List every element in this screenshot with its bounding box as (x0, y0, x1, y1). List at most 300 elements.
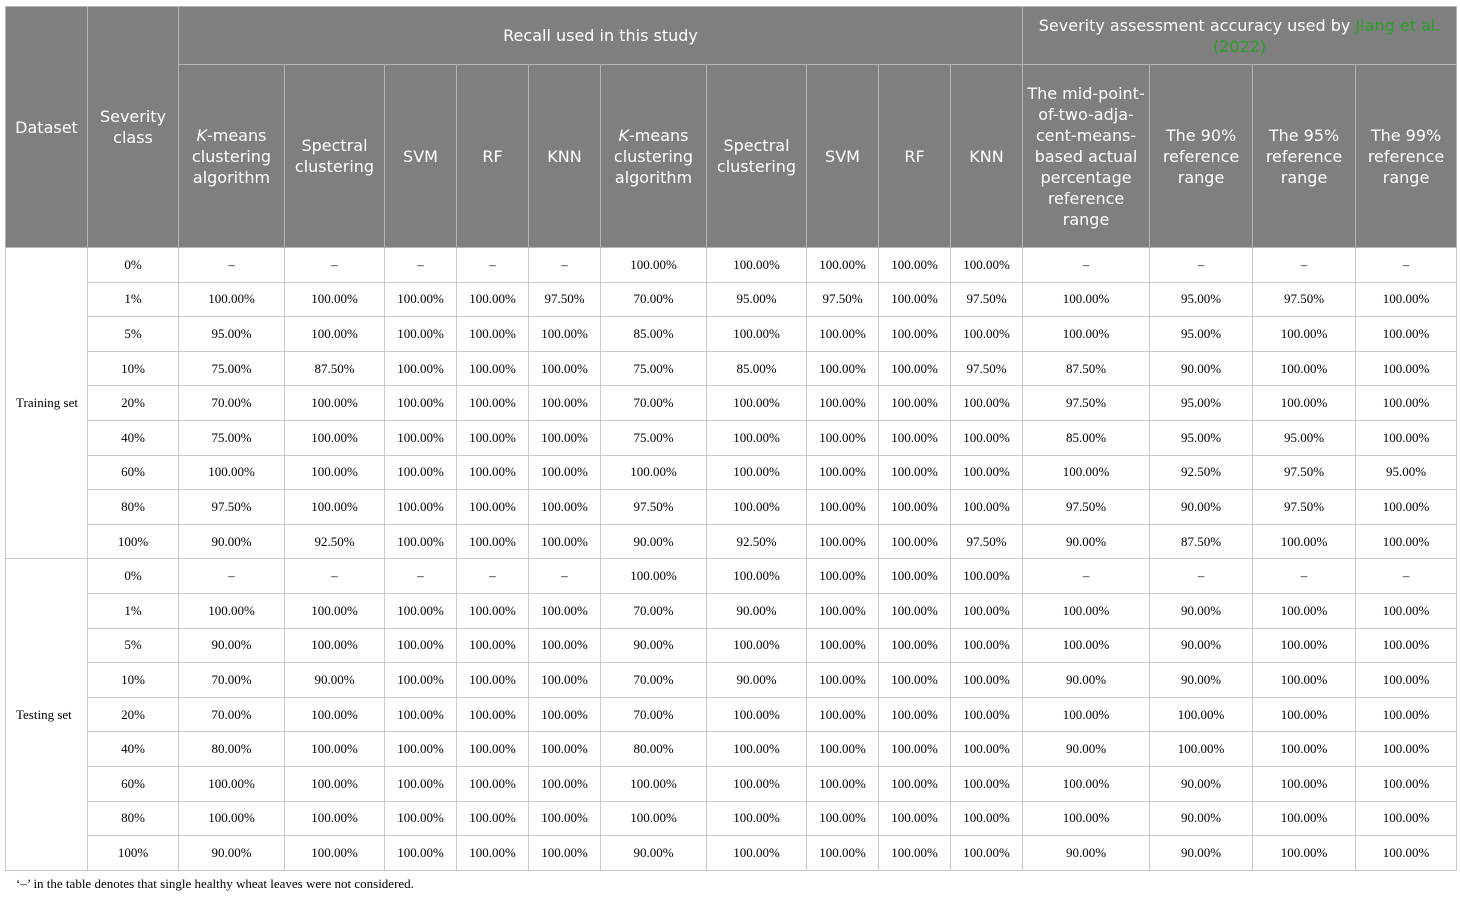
value-cell: 90.00% (601, 836, 707, 871)
value-cell: 100.00% (951, 801, 1023, 836)
value-cell: 97.50% (1253, 455, 1356, 490)
table-row (6, 420, 1457, 455)
value-cell: 100.00% (951, 559, 1023, 594)
value-cell: 90.00% (1023, 524, 1150, 559)
value-cell: 100.00% (285, 628, 385, 663)
value-cell: 100.00% (385, 455, 457, 490)
value-cell: 100.00% (707, 248, 807, 283)
value-cell: 100.00% (1356, 593, 1457, 628)
value-cell: 90.00% (1150, 836, 1253, 871)
value-cell: 97.50% (1253, 490, 1356, 525)
value-cell: 100.00% (285, 732, 385, 767)
value-cell: 85.00% (1023, 420, 1150, 455)
severity-class-cell: 5% (88, 317, 179, 352)
value-cell: 97.50% (951, 282, 1023, 317)
recall-kmeans-italic: K (196, 125, 207, 145)
value-cell: 90.00% (179, 628, 285, 663)
table-row (6, 351, 1457, 386)
value-cell: 100.00% (807, 524, 879, 559)
table-row (6, 386, 1457, 421)
value-cell: 100.00% (457, 593, 529, 628)
value-cell: 100.00% (1150, 697, 1253, 732)
severity-class-cell: 60% (88, 766, 179, 801)
value-cell: 100.00% (951, 697, 1023, 732)
value-cell: 100.00% (285, 282, 385, 317)
value-cell: 100.00% (1253, 732, 1356, 767)
value-cell: 100.00% (951, 386, 1023, 421)
value-cell: 95.00% (1150, 420, 1253, 455)
value-cell: 100.00% (529, 836, 601, 871)
recall-kmeans-header (179, 65, 285, 248)
value-cell: 100.00% (285, 455, 385, 490)
sev-rf-header: RF (879, 65, 951, 248)
table-row (6, 559, 1457, 594)
table-row (6, 732, 1457, 767)
value-cell: 100.00% (1253, 524, 1356, 559)
value-cell: 100.00% (529, 455, 601, 490)
value-cell: – (1253, 559, 1356, 594)
sev-kmeans-header (601, 65, 707, 248)
value-cell: 100.00% (879, 351, 951, 386)
severity-class-cell: 80% (88, 490, 179, 525)
value-cell: 95.00% (1253, 420, 1356, 455)
value-cell: 97.50% (1253, 282, 1356, 317)
table-row (6, 628, 1457, 663)
value-cell: 100.00% (285, 386, 385, 421)
value-cell: 100.00% (879, 248, 951, 283)
value-cell: 75.00% (179, 420, 285, 455)
value-cell: 97.50% (1023, 490, 1150, 525)
value-cell: 92.50% (285, 524, 385, 559)
value-cell: 100.00% (1150, 732, 1253, 767)
value-cell: 100.00% (1356, 386, 1457, 421)
value-cell: 90.00% (1150, 766, 1253, 801)
value-cell: 92.50% (707, 524, 807, 559)
value-cell: 70.00% (179, 386, 285, 421)
value-cell: 100.00% (529, 317, 601, 352)
value-cell: 85.00% (601, 317, 707, 352)
value-cell: 95.00% (179, 317, 285, 352)
value-cell: 100.00% (1023, 697, 1150, 732)
severity-class-cell: 40% (88, 420, 179, 455)
table-row (6, 836, 1457, 871)
value-cell: 100.00% (457, 524, 529, 559)
value-cell: 100.00% (1023, 628, 1150, 663)
severity-class-header: Severity class (88, 7, 179, 248)
severity-class-cell: 20% (88, 386, 179, 421)
value-cell: 100.00% (1356, 317, 1457, 352)
value-cell: 100.00% (1253, 351, 1356, 386)
value-cell: 100.00% (1356, 766, 1457, 801)
severity-class-cell: 80% (88, 801, 179, 836)
value-cell: 100.00% (707, 455, 807, 490)
sev-kmeans-label: -means clustering algorithm (613, 125, 694, 187)
value-cell: 100.00% (707, 559, 807, 594)
value-cell: – (529, 248, 601, 283)
dataset-header: Dataset (6, 7, 88, 248)
recall-group-header (179, 7, 1023, 65)
value-cell: 100.00% (879, 559, 951, 594)
value-cell: 100.00% (457, 766, 529, 801)
value-cell: 100.00% (1253, 836, 1356, 871)
value-cell: 75.00% (601, 351, 707, 386)
value-cell: 70.00% (179, 697, 285, 732)
severity-class-cell: 10% (88, 663, 179, 698)
ref99-header: The 99% reference range (1356, 65, 1457, 248)
value-cell: 100.00% (1023, 282, 1150, 317)
value-cell: 70.00% (601, 663, 707, 698)
value-cell: 100.00% (707, 801, 807, 836)
value-cell: 100.00% (385, 317, 457, 352)
value-cell: 100.00% (707, 732, 807, 767)
value-cell: 100.00% (807, 455, 879, 490)
value-cell: 100.00% (385, 351, 457, 386)
sev-svm-header: SVM (807, 65, 879, 248)
value-cell: 92.50% (1150, 455, 1253, 490)
value-cell: 90.00% (1023, 663, 1150, 698)
value-cell: 100.00% (951, 420, 1023, 455)
severity-class-cell: 1% (88, 593, 179, 628)
value-cell: 100.00% (285, 490, 385, 525)
severity-accuracy-group-header (1023, 7, 1457, 65)
table-row (6, 766, 1457, 801)
value-cell: 100.00% (285, 593, 385, 628)
value-cell: 100.00% (457, 420, 529, 455)
value-cell: 100.00% (807, 593, 879, 628)
severity-class-cell: 1% (88, 282, 179, 317)
value-cell: 100.00% (385, 663, 457, 698)
table-row (6, 248, 1457, 283)
value-cell: – (1150, 559, 1253, 594)
value-cell: – (457, 248, 529, 283)
value-cell: 70.00% (601, 282, 707, 317)
value-cell: 90.00% (1023, 836, 1150, 871)
severity-class-cell: 60% (88, 455, 179, 490)
value-cell: 100.00% (707, 490, 807, 525)
value-cell: 100.00% (807, 663, 879, 698)
value-cell: 100.00% (285, 801, 385, 836)
table-row (6, 593, 1457, 628)
value-cell: 100.00% (529, 697, 601, 732)
severity-class-cell: 40% (88, 732, 179, 767)
value-cell: 100.00% (601, 455, 707, 490)
value-cell: 70.00% (601, 593, 707, 628)
value-cell: 97.50% (1023, 386, 1150, 421)
value-cell: 100.00% (1356, 663, 1457, 698)
value-cell: 100.00% (1253, 386, 1356, 421)
value-cell: 100.00% (1023, 801, 1150, 836)
recall-rf-header: RF (457, 65, 529, 248)
recall-knn-header: KNN (529, 65, 601, 248)
value-cell: 100.00% (457, 663, 529, 698)
value-cell: 100.00% (1023, 766, 1150, 801)
value-cell: 100.00% (879, 317, 951, 352)
value-cell: 100.00% (951, 663, 1023, 698)
value-cell: 100.00% (601, 559, 707, 594)
value-cell: 100.00% (951, 248, 1023, 283)
value-cell: 100.00% (457, 732, 529, 767)
value-cell: 100.00% (1356, 490, 1457, 525)
value-cell: 100.00% (179, 801, 285, 836)
value-cell: 90.00% (601, 524, 707, 559)
value-cell: 87.50% (285, 351, 385, 386)
value-cell: 100.00% (385, 593, 457, 628)
value-cell: 100.00% (179, 593, 285, 628)
value-cell: 90.00% (601, 628, 707, 663)
value-cell: 100.00% (385, 801, 457, 836)
severity-class-cell: 0% (88, 248, 179, 283)
value-cell: 100.00% (1356, 836, 1457, 871)
value-cell: 100.00% (807, 801, 879, 836)
value-cell: 100.00% (879, 766, 951, 801)
table-row (6, 455, 1457, 490)
value-cell: 100.00% (879, 801, 951, 836)
value-cell: 87.50% (1150, 524, 1253, 559)
value-cell: 70.00% (601, 386, 707, 421)
value-cell: 100.00% (385, 697, 457, 732)
value-cell: 100.00% (1253, 697, 1356, 732)
value-cell: 100.00% (457, 351, 529, 386)
value-cell: 75.00% (601, 420, 707, 455)
value-cell: 100.00% (951, 836, 1023, 871)
value-cell: 100.00% (951, 766, 1023, 801)
value-cell: 100.00% (1253, 663, 1356, 698)
value-cell: 90.00% (1150, 801, 1253, 836)
recall-svm-header: SVM (385, 65, 457, 248)
value-cell: 100.00% (707, 317, 807, 352)
value-cell: 100.00% (385, 386, 457, 421)
value-cell: 100.00% (879, 593, 951, 628)
table-row (6, 697, 1457, 732)
value-cell: 95.00% (1150, 317, 1253, 352)
value-cell: 100.00% (879, 282, 951, 317)
sev-knn-header: KNN (951, 65, 1023, 248)
table-row (6, 524, 1457, 559)
value-cell: 100.00% (951, 455, 1023, 490)
value-cell: 100.00% (807, 628, 879, 663)
value-cell: 90.00% (285, 663, 385, 698)
value-cell: 100.00% (1356, 351, 1457, 386)
value-cell: 95.00% (707, 282, 807, 317)
value-cell: 85.00% (707, 351, 807, 386)
value-cell: 100.00% (879, 697, 951, 732)
value-cell: 100.00% (385, 524, 457, 559)
value-cell: 100.00% (1356, 801, 1457, 836)
value-cell: 100.00% (285, 836, 385, 871)
value-cell: 100.00% (285, 420, 385, 455)
value-cell: 100.00% (707, 628, 807, 663)
severity-class-cell: 100% (88, 524, 179, 559)
value-cell: 90.00% (1150, 628, 1253, 663)
value-cell: 100.00% (529, 766, 601, 801)
value-cell: – (285, 559, 385, 594)
value-cell: 100.00% (951, 732, 1023, 767)
value-cell: 100.00% (529, 420, 601, 455)
value-cell: 100.00% (285, 697, 385, 732)
value-cell: 100.00% (707, 420, 807, 455)
citation-link[interactable]: Jiang et al. (2022) (1212, 15, 1441, 56)
value-cell: – (385, 248, 457, 283)
value-cell: 100.00% (601, 248, 707, 283)
value-cell: 100.00% (457, 455, 529, 490)
value-cell: 100.00% (807, 248, 879, 283)
value-cell: 100.00% (529, 490, 601, 525)
dataset-label: Testing set (6, 559, 88, 870)
recall-group-title: Recall used in this study (503, 26, 698, 45)
value-cell: 90.00% (1150, 490, 1253, 525)
severity-class-cell: 10% (88, 351, 179, 386)
value-cell: 100.00% (385, 836, 457, 871)
value-cell: 100.00% (601, 766, 707, 801)
value-cell: 100.00% (529, 386, 601, 421)
value-cell: 100.00% (385, 732, 457, 767)
value-cell: 100.00% (879, 455, 951, 490)
table-row (6, 801, 1457, 836)
value-cell: 90.00% (1150, 351, 1253, 386)
value-cell: 100.00% (457, 386, 529, 421)
value-cell: 100.00% (1253, 766, 1356, 801)
value-cell: 100.00% (807, 386, 879, 421)
sev-kmeans-italic: K (618, 125, 629, 145)
value-cell: 100.00% (457, 490, 529, 525)
recall-spectral-header: Spectral clustering (285, 65, 385, 248)
value-cell: 90.00% (179, 524, 285, 559)
ref90-header: The 90% reference range (1150, 65, 1253, 248)
value-cell: 100.00% (457, 836, 529, 871)
value-cell: 90.00% (179, 836, 285, 871)
value-cell: 100.00% (879, 386, 951, 421)
value-cell: 100.00% (457, 282, 529, 317)
value-cell: 100.00% (1356, 628, 1457, 663)
value-cell: 100.00% (285, 317, 385, 352)
value-cell: 97.50% (601, 490, 707, 525)
value-cell: 100.00% (385, 420, 457, 455)
value-cell: 100.00% (951, 317, 1023, 352)
value-cell: 100.00% (879, 836, 951, 871)
value-cell: 100.00% (601, 801, 707, 836)
value-cell: 100.00% (807, 559, 879, 594)
value-cell: 100.00% (1356, 697, 1457, 732)
midpoint-header: The mid-point-of-two-adja-cent-means-based actual percentage reference range (1023, 65, 1150, 248)
value-cell: 100.00% (529, 351, 601, 386)
value-cell: 100.00% (179, 455, 285, 490)
results-table (5, 6, 1457, 871)
value-cell: 100.00% (707, 697, 807, 732)
value-cell: – (1023, 559, 1150, 594)
value-cell: 100.00% (951, 628, 1023, 663)
value-cell: 100.00% (1253, 628, 1356, 663)
value-cell: 100.00% (879, 663, 951, 698)
value-cell: – (179, 248, 285, 283)
value-cell: 97.50% (951, 351, 1023, 386)
value-cell: 90.00% (1023, 732, 1150, 767)
value-cell: 70.00% (601, 697, 707, 732)
value-cell: 80.00% (179, 732, 285, 767)
footnote: ‘–’ in the table denotes that single healthy wheat leaves were not considered. (16, 876, 414, 891)
value-cell: 97.50% (529, 282, 601, 317)
value-cell: 100.00% (529, 628, 601, 663)
value-cell: – (1150, 248, 1253, 283)
value-cell: 90.00% (1150, 593, 1253, 628)
value-cell: 100.00% (807, 317, 879, 352)
value-cell: 100.00% (807, 766, 879, 801)
value-cell: 95.00% (1150, 386, 1253, 421)
value-cell: 75.00% (179, 351, 285, 386)
ref95-header: The 95% reference range (1253, 65, 1356, 248)
value-cell: 100.00% (807, 732, 879, 767)
value-cell: 100.00% (385, 490, 457, 525)
value-cell: 100.00% (951, 490, 1023, 525)
severity-class-cell: 0% (88, 559, 179, 594)
value-cell: 97.50% (951, 524, 1023, 559)
value-cell: 100.00% (1023, 593, 1150, 628)
value-cell: 90.00% (707, 593, 807, 628)
value-cell: – (385, 559, 457, 594)
value-cell: 95.00% (1356, 455, 1457, 490)
value-cell: 100.00% (1253, 593, 1356, 628)
value-cell: – (1356, 559, 1457, 594)
table-row (6, 490, 1457, 525)
value-cell: 80.00% (601, 732, 707, 767)
value-cell: – (457, 559, 529, 594)
table-row (6, 282, 1457, 317)
value-cell: 100.00% (529, 663, 601, 698)
value-cell: 90.00% (707, 663, 807, 698)
value-cell: 90.00% (1150, 663, 1253, 698)
value-cell: 97.50% (179, 490, 285, 525)
value-cell: 100.00% (385, 282, 457, 317)
value-cell: – (529, 559, 601, 594)
dataset-label: Training set (6, 248, 88, 559)
severity-class-cell: 100% (88, 836, 179, 871)
value-cell: – (1253, 248, 1356, 283)
value-cell: 100.00% (529, 593, 601, 628)
value-cell: 100.00% (385, 628, 457, 663)
value-cell: 70.00% (179, 663, 285, 698)
value-cell: 100.00% (879, 732, 951, 767)
value-cell: – (1023, 248, 1150, 283)
value-cell: – (285, 248, 385, 283)
value-cell: 100.00% (1023, 455, 1150, 490)
severity-class-cell: 20% (88, 697, 179, 732)
value-cell: 100.00% (529, 524, 601, 559)
value-cell: 100.00% (807, 836, 879, 871)
value-cell: 100.00% (457, 628, 529, 663)
value-cell: 100.00% (951, 593, 1023, 628)
value-cell: 100.00% (1356, 524, 1457, 559)
value-cell: 100.00% (707, 766, 807, 801)
value-cell: 100.00% (1253, 801, 1356, 836)
value-cell: 100.00% (457, 697, 529, 732)
value-cell: 100.00% (707, 836, 807, 871)
table-body (6, 248, 1457, 871)
value-cell: 100.00% (285, 766, 385, 801)
value-cell: 100.00% (807, 490, 879, 525)
recall-kmeans-label: -means clustering algorithm (191, 125, 272, 187)
value-cell: 100.00% (179, 766, 285, 801)
severity-class-cell: 5% (88, 628, 179, 663)
sev-spectral-header: Spectral clustering (707, 65, 807, 248)
value-cell: 100.00% (879, 420, 951, 455)
value-cell: 100.00% (807, 697, 879, 732)
value-cell: 100.00% (529, 732, 601, 767)
value-cell: 100.00% (179, 282, 285, 317)
value-cell: 97.50% (807, 282, 879, 317)
value-cell: 100.00% (1356, 420, 1457, 455)
value-cell: 100.00% (879, 490, 951, 525)
value-cell: 100.00% (1253, 317, 1356, 352)
value-cell: 100.00% (807, 351, 879, 386)
